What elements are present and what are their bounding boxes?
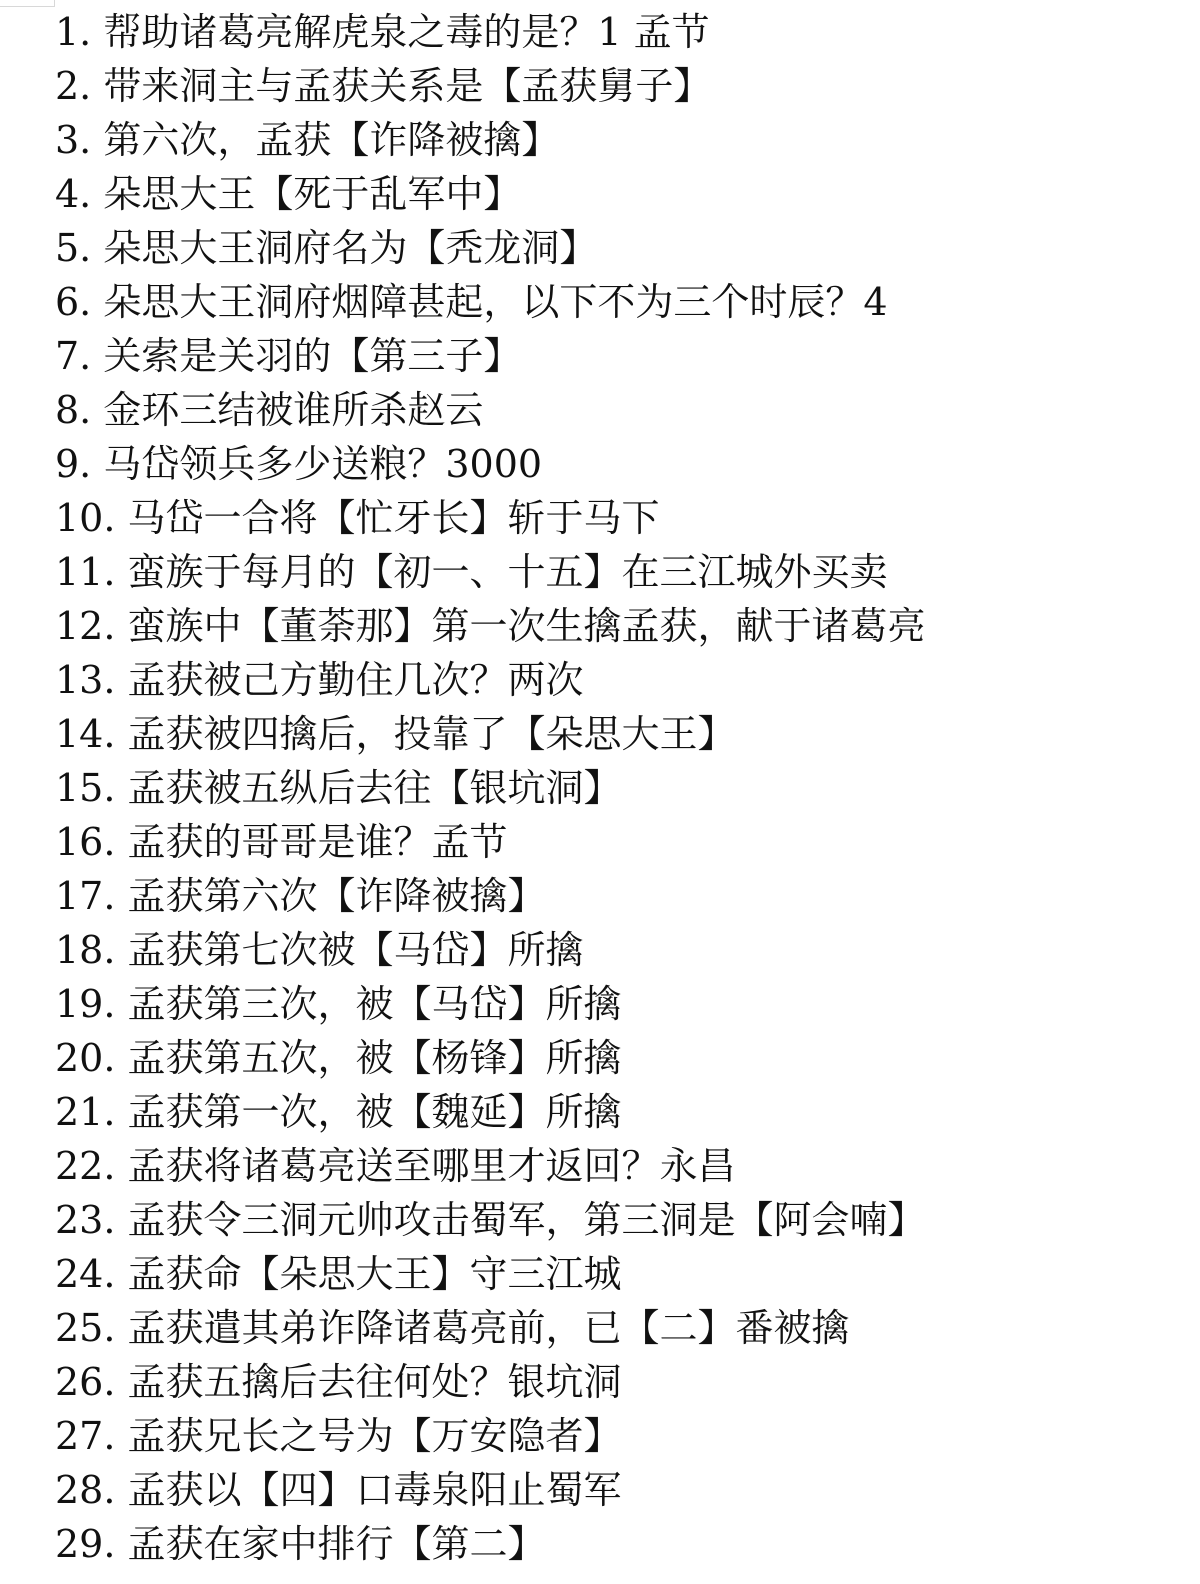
- list-item: 22. 孟获将诸葛亮送至哪里才返回？永昌: [55, 1144, 736, 1188]
- list-item: 15. 孟获被五纵后去往【银坑洞】: [55, 766, 622, 810]
- list-item: 12. 蛮族中【董荼那】第一次生擒孟获，献于诸葛亮: [55, 604, 926, 648]
- list-item: 24. 孟获命【朵思大王】守三江城: [55, 1252, 622, 1296]
- list-item: 11. 蛮族于每月的【初一、十五】在三江城外买卖: [55, 550, 888, 594]
- list-item: 16. 孟获的哥哥是谁？孟节: [55, 820, 508, 864]
- list-item: 28. 孟获以【四】口毒泉阳止蜀军: [55, 1468, 622, 1512]
- list-item: 3. 第六次，孟获【诈降被擒】: [55, 118, 560, 162]
- list-item: 21. 孟获第一次，被【魏延】所擒: [55, 1090, 622, 1134]
- list-item: 2. 带来洞主与孟获关系是【孟获舅子】: [55, 64, 712, 108]
- list-item: 13. 孟获被己方勤住几次？两次: [55, 658, 584, 702]
- list-item: 7. 关索是关羽的【第三子】: [55, 334, 522, 378]
- list-item: 1. 帮助诸葛亮解虎泉之毒的是？1 孟节: [55, 10, 710, 54]
- qa-list: [55, 5, 1175, 1571]
- list-item: 14. 孟获被四擒后，投靠了【朵思大王】: [55, 712, 736, 756]
- list-item: 19. 孟获第三次，被【马岱】所擒: [55, 982, 622, 1026]
- list-item: 6. 朵思大王洞府烟障甚起，以下不为三个时辰？4: [55, 280, 888, 324]
- list-item: 5. 朵思大王洞府名为【秃龙洞】: [55, 226, 598, 270]
- list-item: 29. 孟获在家中排行【第二】: [55, 1522, 546, 1566]
- list-item: 17. 孟获第六次【诈降被擒】: [55, 874, 546, 918]
- list-item: 18. 孟获第七次被【马岱】所擒: [55, 928, 584, 972]
- list-item: 4. 朵思大王【死于乱军中】: [55, 172, 522, 216]
- list-item: 23. 孟获令三洞元帅攻击蜀军，第三洞是【阿会喃】: [55, 1198, 926, 1242]
- list-item: 8. 金环三结被谁所杀赵云: [55, 388, 484, 432]
- list-item: 26. 孟获五擒后去往何处？银坑洞: [55, 1360, 622, 1404]
- list-item: 10. 马岱一合将【忙牙长】斩于马下: [55, 496, 660, 540]
- list-item: 20. 孟获第五次，被【杨锋】所擒: [55, 1036, 622, 1080]
- list-item: 27. 孟获兄长之号为【万安隐者】: [55, 1414, 622, 1458]
- corner-mark: [0, 0, 55, 7]
- list-item: 9. 马岱领兵多少送粮？3000: [55, 442, 543, 486]
- list-item: 25. 孟获遣其弟诈降诸葛亮前，已【二】番被擒: [55, 1306, 850, 1350]
